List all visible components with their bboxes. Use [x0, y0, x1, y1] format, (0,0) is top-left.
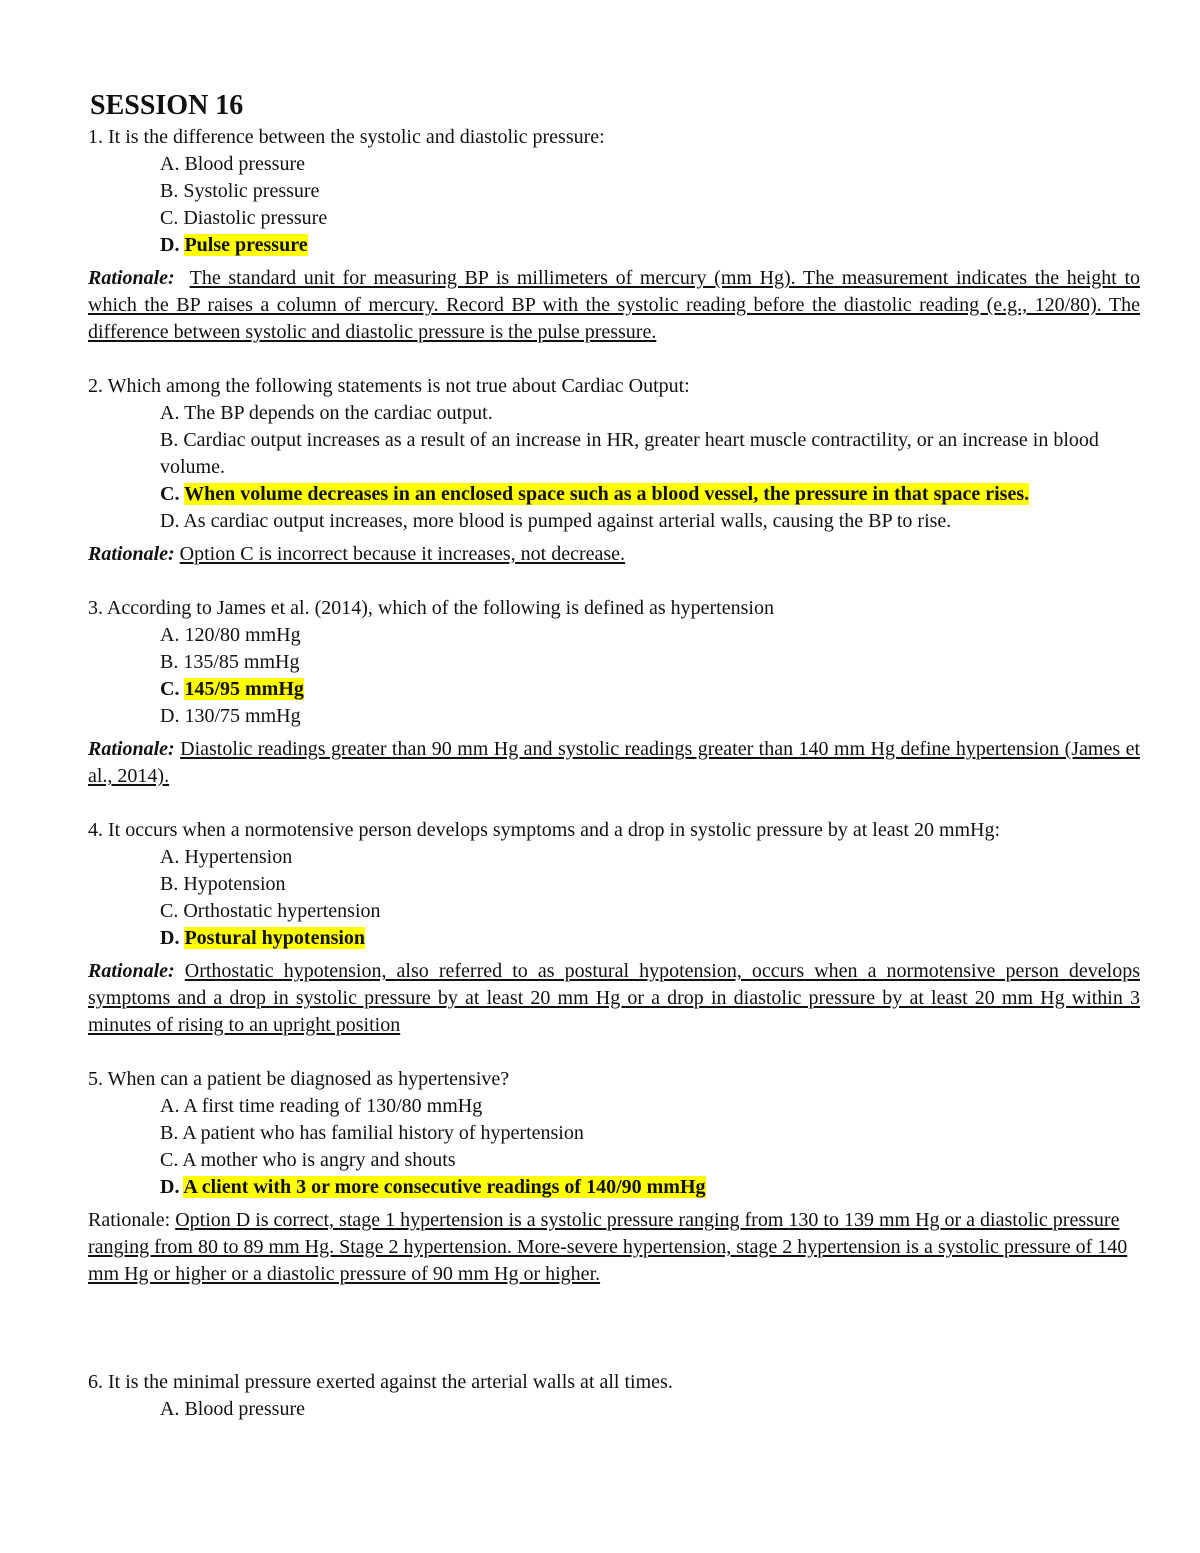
option-b: B. Systolic pressure [160, 180, 320, 202]
option-a: A. 120/80 mmHg [160, 624, 301, 646]
answer-highlight: A client with 3 or more consecutive readings of 140/90 mmHg [183, 1176, 706, 1198]
option-d-correct: D. Pulse pressure [160, 234, 308, 256]
option-d: D. As cardiac output increases, more blood is pumped against arterial walls, causing the BP to rise. [160, 510, 952, 532]
option-a: A. Hypertension [160, 846, 293, 868]
option-c-correct: C. When volume decreases in an enclosed space such as a blood vessel, the pressure in that space rises. [160, 483, 1030, 505]
rationale: Rationale: Orthostatic hypotension, also referred to as postural hypotension, occurs when a normotensive person develops symptoms and a drop in systolic pressure by at least 20 mm Hg or a drop in diastolic pressure by at least 20 mm Hg within 3 minutes of rising to an upright position [88, 960, 1140, 1036]
question-4 [88, 817, 1140, 1039]
option-b: B. 135/85 mmHg [160, 651, 300, 673]
option-a: A. Blood pressure [160, 1398, 305, 1420]
option-c: C. Orthostatic hypertension [160, 900, 381, 922]
document-page [88, 88, 1140, 1423]
option-a: A. Blood pressure [160, 153, 305, 175]
question-stem: 2. Which among the following statements is not true about Cardiac Output: [88, 375, 690, 397]
option-a: A. A first time reading of 130/80 mmHg [160, 1095, 483, 1117]
answer-highlight: Postural hypotension [184, 927, 366, 949]
rationale: Rationale: Option D is correct, stage 1 hypertension is a systolic pressure ranging from 130 to 139 mm Hg or a diastolic pressure ranging from 80 to 89 mm Hg. Stage 2 hypertension. More-severe hypertension, stage 2 hypertension is a systolic pressure of 140 mm Hg or higher or a diastolic pressure of 90 mm Hg or higher. [88, 1209, 1128, 1285]
question-stem: 4. It occurs when a normotensive person develops symptoms and a drop in systolic pressure by at least 20 mmHg: [88, 819, 1001, 841]
option-c: C. Diastolic pressure [160, 207, 328, 229]
question-stem: 3. According to James et al. (2014), which of the following is defined as hypertension [88, 597, 774, 619]
question-2 [88, 373, 1140, 568]
option-d-correct: D. Postural hypotension [160, 927, 366, 949]
option-b: B. Hypotension [160, 873, 286, 895]
rationale: Rationale: Option C is incorrect because it increases, not decrease. [88, 543, 626, 565]
option-c: C. A mother who is angry and shouts [160, 1149, 456, 1171]
answer-highlight: Pulse pressure [184, 234, 308, 256]
question-3 [88, 595, 1140, 790]
option-b: B. Cardiac output increases as a result of an increase in HR, greater heart muscle contractility, or an increase in blood volume. [160, 429, 1099, 478]
answer-highlight: 145/95 mmHg [184, 678, 304, 700]
question-stem: 5. When can a patient be diagnosed as hypertensive? [88, 1068, 510, 1090]
option-b: B. A patient who has familial history of hypertension [160, 1122, 584, 1144]
option-a: A. The BP depends on the cardiac output. [160, 402, 493, 424]
question-stem: 1. It is the difference between the systolic and diastolic pressure: [88, 126, 605, 148]
question-1 [88, 124, 1140, 346]
option-d-correct: D. A client with 3 or more consecutive readings of 140/90 mmHg [160, 1176, 706, 1198]
question-stem: 6. It is the minimal pressure exerted against the arterial walls at all times. [88, 1371, 673, 1393]
option-d: D. 130/75 mmHg [160, 705, 301, 727]
answer-highlight: When volume decreases in an enclosed space such as a blood vessel, the pressure in that space rises. [184, 483, 1030, 505]
question-6 [88, 1369, 1140, 1423]
question-5 [88, 1066, 1140, 1288]
option-c-correct: C. 145/95 mmHg [160, 678, 304, 700]
rationale: Rationale: The standard unit for measuring BP is millimeters of mercury (mm Hg). The measurement indicates the height to which the BP raises a column of mercury. Record BP with the systolic reading before the diastolic reading (e.g., 120/80). The difference between systolic and diastolic pressure is the pulse pressure. [88, 267, 1141, 343]
page-title: SESSION 16 [90, 90, 244, 121]
rationale: Rationale: Diastolic readings greater than 90 mm Hg and systolic readings greater than 140 mm Hg define hypertension (James et al., 2014). [88, 738, 1141, 787]
